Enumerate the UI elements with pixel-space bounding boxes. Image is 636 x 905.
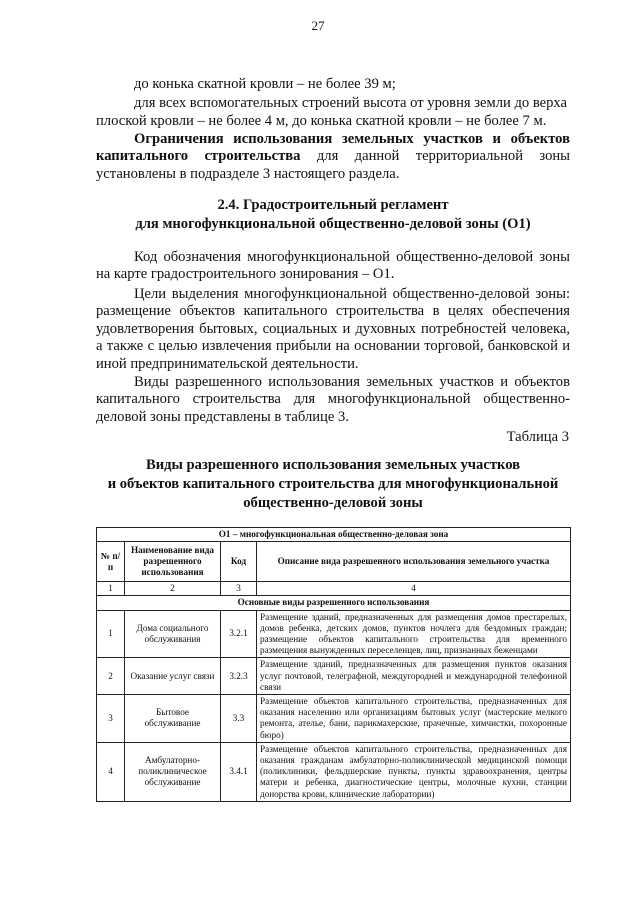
group-header: Основные виды разрешенного использования [97, 596, 571, 610]
column-header-code: Код [221, 542, 257, 582]
column-number: 4 [257, 582, 571, 596]
restrictions-paragraph [96, 131, 570, 183]
table-title-line-3: общественно-деловой зоны [243, 495, 423, 511]
row-name: Бытовое обслуживание [125, 695, 221, 743]
intro-line-1: до конька скатной кровли – не более 39 м; [134, 76, 396, 92]
goals-paragraph: Цели выделения многофункциональной общественно-деловой зоны: размещение объектов капитального строительства в целях обеспечения удовлетворения бытовых, социальных и духовных потребностей человека, а также с целью извлечения прибыли на основании торговой, банковской и иной предпринимательской деятельности. [96, 286, 570, 372]
column-header-desc: Описание вида разрешенного использования земельного участка [257, 542, 571, 582]
table-row [97, 742, 571, 801]
row-desc: Размещение зданий, предназначенных для размещения домов престарелых, домов ребенка, детских домов, пунктов ночлега для бездомных граждан; размещение объектов капитального строительства для временного размещения вынужденных переселенцев, лиц, признанных беженцами [257, 610, 571, 658]
row-name: Амбулаторно-поликлиническое обслуживание [125, 742, 221, 801]
land-use-table [96, 527, 571, 802]
table-row [97, 658, 571, 695]
row-code: 3.2.1 [221, 610, 257, 658]
intro-line-2: для всех вспомогательных строений высота от уровня земли до верха [134, 95, 567, 111]
column-header-row [97, 542, 571, 582]
table-label: Таблица 3 [506, 429, 569, 445]
table-row [97, 695, 571, 743]
row-code: 3.2.3 [221, 658, 257, 695]
row-desc: Размещение объектов капитального строительства, предназначенных для оказания гражданам амбулаторно-поликлинической медицинской помощи (поликлиники, фельдшерские пункты, пункты здравоохранения, центры матери и ребенка, диагностические центры, молочные кухни, станции донорства крови, клинические лаборатории) [257, 742, 571, 801]
row-name: Дома социального обслуживания [125, 610, 221, 658]
section-heading-line-1: 2.4. Градостроительный регламент [217, 197, 449, 213]
column-number: 1 [97, 582, 125, 596]
table-row [97, 610, 571, 658]
row-code: 3.3 [221, 695, 257, 743]
code-paragraph: Код обозначения многофункциональной общественно-деловой зоны на карте градостроительного зонирования – О1. [96, 249, 570, 283]
intro-line-3: плоской кровли – не более 4 м, до конька скатной кровли – не более 7 м. [96, 113, 547, 129]
row-num: 1 [97, 610, 125, 658]
group-header-row [97, 596, 571, 610]
table-title-line-1: Виды разрешенного использования земельных участков [145, 457, 521, 473]
column-header-name: Наименование вида разрешенного использования [125, 542, 221, 582]
zone-header-row [97, 528, 571, 542]
row-num: 2 [97, 658, 125, 695]
row-code: 3.4.1 [221, 742, 257, 801]
row-desc: Размещение объектов капитального строительства, предназначенных для оказания населению или организациям бытовых услуг (мастерские мелкого ремонта, ателье, бани, парикмахерские, прачечные, химчистки, похоронные бюро) [257, 695, 571, 743]
table-title-line-2: и объектов капитального строительства для многофункциональной [107, 476, 559, 492]
column-number: 3 [221, 582, 257, 596]
column-header-num: № п/п [97, 542, 125, 582]
row-num: 4 [97, 742, 125, 801]
page-number: 27 [311, 18, 325, 33]
uses-paragraph: Виды разрешенного использования земельных участков и объектов капитального строительства для многофункциональной общественно-деловой зоны представлены в таблице 3. [96, 374, 570, 425]
zone-header: О1 – многофункциональная общественно-деловая зона [97, 528, 571, 542]
row-desc: Размещение зданий, предназначенных для размещения пунктов оказания услуг почтовой, телеграфной, междугородней и международной телефонной связи [257, 658, 571, 695]
restrictions-bold: Ограничения использования земельных участков и объектов капитального строительства [96, 131, 570, 165]
column-number: 2 [125, 582, 221, 596]
section-heading-line-2: для многофункциональной общественно-деловой зоны (О1) [135, 216, 531, 232]
column-number-row [97, 582, 571, 596]
restrictions-rest: для данной территориальной зоны установлены в подразделе 3 настоящего раздела. [96, 148, 570, 182]
row-name: Оказание услуг связи [125, 658, 221, 695]
row-num: 3 [97, 695, 125, 743]
